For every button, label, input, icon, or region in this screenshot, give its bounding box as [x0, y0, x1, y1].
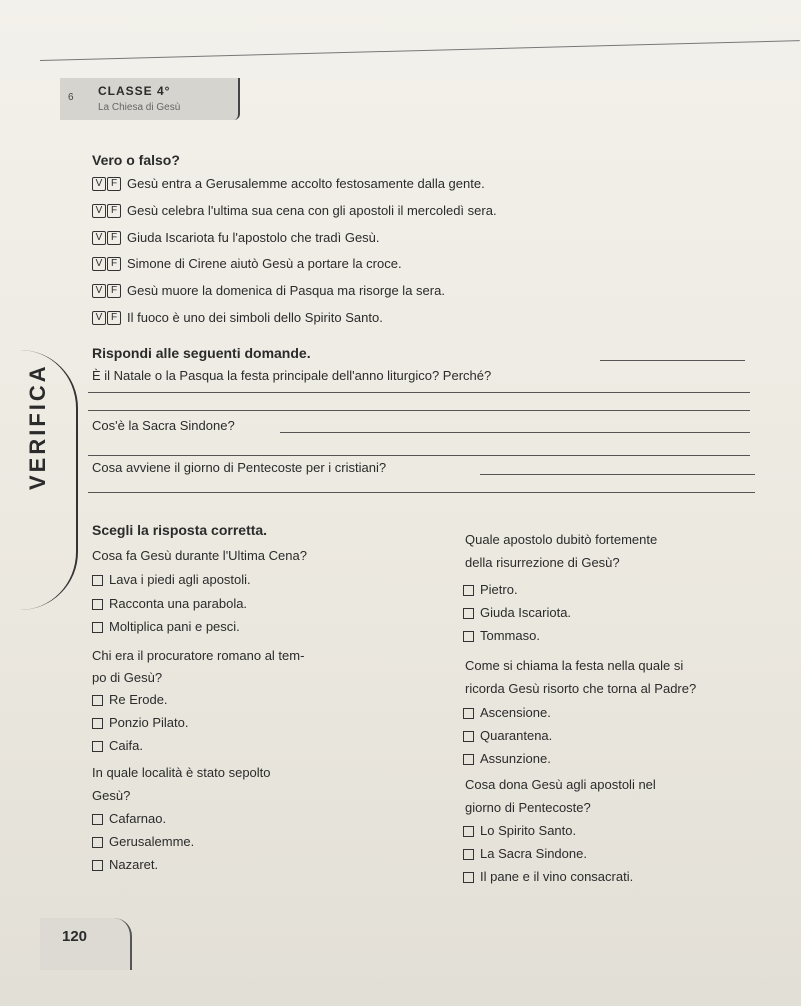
question-f-line1: Cosa dona Gesù agli apostoli nel: [465, 777, 656, 792]
chapter-subtitle: La Chiesa di Gesù: [98, 102, 181, 113]
answer-line[interactable]: [88, 455, 750, 456]
option[interactable]: Caifa.: [92, 738, 143, 753]
question-d-line2: della risurrezione di Gesù?: [465, 555, 620, 570]
true-false-item: V F Gesù celebra l'ultima sua cena con gli apostoli il mercoledì sera.: [92, 203, 497, 218]
checkbox[interactable]: [463, 585, 474, 596]
question-c-line1: In quale località è stato sepolto: [92, 765, 271, 780]
side-label: VERIFICA: [25, 363, 50, 490]
open-question-1: È il Natale o la Pasqua la festa principale dell'anno liturgico? Perché?: [92, 368, 492, 383]
option[interactable]: Assunzione.: [463, 751, 551, 766]
true-false-item: V F Giuda Iscariota fu l'apostolo che tradì Gesù.: [92, 230, 380, 245]
true-false-item: V F Gesù muore la domenica di Pasqua ma risorge la sera.: [92, 283, 445, 298]
question-d-line1: Quale apostolo dubitò fortemente: [465, 532, 658, 547]
option[interactable]: Nazaret.: [92, 857, 158, 872]
true-false-heading: Vero o falso?: [92, 152, 180, 168]
vf-boxes[interactable]: V F: [92, 257, 121, 271]
open-question-2: Cos'è la Sacra Sindone?: [92, 418, 235, 433]
checkbox[interactable]: [92, 860, 103, 871]
vf-boxes[interactable]: V F: [92, 204, 121, 218]
page-number-tab: [40, 918, 132, 970]
option[interactable]: Racconta una parabola.: [92, 596, 247, 611]
vf-boxes[interactable]: V F: [92, 231, 121, 245]
answer-line[interactable]: [280, 432, 750, 433]
checkbox[interactable]: [92, 741, 103, 752]
page-number: 120: [62, 928, 88, 945]
checkbox[interactable]: [463, 826, 474, 837]
true-false-item: V F Il fuoco è uno dei simboli dello Spirito Santo.: [92, 310, 383, 325]
option[interactable]: La Sacra Sindone.: [463, 846, 587, 861]
option[interactable]: Tommaso.: [463, 628, 540, 643]
true-false-item: V F Gesù entra a Gerusalemme accolto festosamente dalla gente.: [92, 176, 485, 191]
answer-line[interactable]: [88, 392, 750, 393]
checkbox[interactable]: [463, 631, 474, 642]
checkbox[interactable]: [463, 754, 474, 765]
answer-line[interactable]: [480, 474, 755, 475]
answer-line[interactable]: [88, 410, 750, 411]
top-rule: [40, 40, 800, 61]
checkbox[interactable]: [463, 708, 474, 719]
multiple-choice-heading: Scegli la risposta corretta.: [92, 522, 268, 538]
open-question-3: Cosa avviene il giorno di Pentecoste per i cristiani?: [92, 460, 387, 475]
section-header: [60, 78, 240, 120]
class-title: CLASSE 4°: [98, 84, 171, 98]
question-e-line1: Come si chiama la festa nella quale si: [465, 658, 684, 673]
vf-boxes[interactable]: V F: [92, 284, 121, 298]
option[interactable]: Moltiplica pani e pesci.: [92, 619, 240, 634]
checkbox[interactable]: [92, 575, 103, 586]
question-c-line2: Gesù?: [92, 788, 131, 803]
unit-number: 6: [68, 92, 74, 103]
answer-line[interactable]: [600, 360, 745, 361]
checkbox[interactable]: [92, 718, 103, 729]
option[interactable]: Il pane e il vino consacrati.: [463, 869, 633, 884]
checkbox[interactable]: [92, 622, 103, 633]
question-e-line2: ricorda Gesù risorto che torna al Padre?: [465, 681, 697, 696]
open-questions-heading: Rispondi alle seguenti domande.: [92, 345, 311, 361]
option[interactable]: Gerusalemme.: [92, 834, 194, 849]
checkbox[interactable]: [463, 849, 474, 860]
checkbox[interactable]: [463, 608, 474, 619]
option[interactable]: Lava i piedi agli apostoli.: [92, 572, 251, 587]
question-a: Cosa fa Gesù durante l'Ultima Cena?: [92, 548, 307, 563]
question-b-line1: Chi era il procuratore romano al tem-: [92, 648, 305, 663]
true-false-item: V F Simone di Cirene aiutò Gesù a portare la croce.: [92, 256, 402, 271]
option[interactable]: Ascensione.: [463, 705, 551, 720]
option[interactable]: Lo Spirito Santo.: [463, 823, 576, 838]
option[interactable]: Pietro.: [463, 582, 518, 597]
answer-line[interactable]: [88, 492, 755, 493]
option[interactable]: Re Erode.: [92, 692, 168, 707]
question-b-line2: po di Gesù?: [92, 670, 163, 685]
checkbox[interactable]: [92, 837, 103, 848]
checkbox[interactable]: [92, 599, 103, 610]
option[interactable]: Cafarnao.: [92, 811, 166, 826]
vf-boxes[interactable]: V F: [92, 311, 121, 325]
checkbox[interactable]: [92, 695, 103, 706]
option[interactable]: Quarantena.: [463, 728, 552, 743]
checkbox[interactable]: [463, 731, 474, 742]
vf-boxes[interactable]: V F: [92, 177, 121, 191]
option[interactable]: Ponzio Pilato.: [92, 715, 189, 730]
checkbox[interactable]: [92, 814, 103, 825]
checkbox[interactable]: [463, 872, 474, 883]
option[interactable]: Giuda Iscariota.: [463, 605, 571, 620]
question-f-line2: giorno di Pentecoste?: [465, 800, 591, 815]
